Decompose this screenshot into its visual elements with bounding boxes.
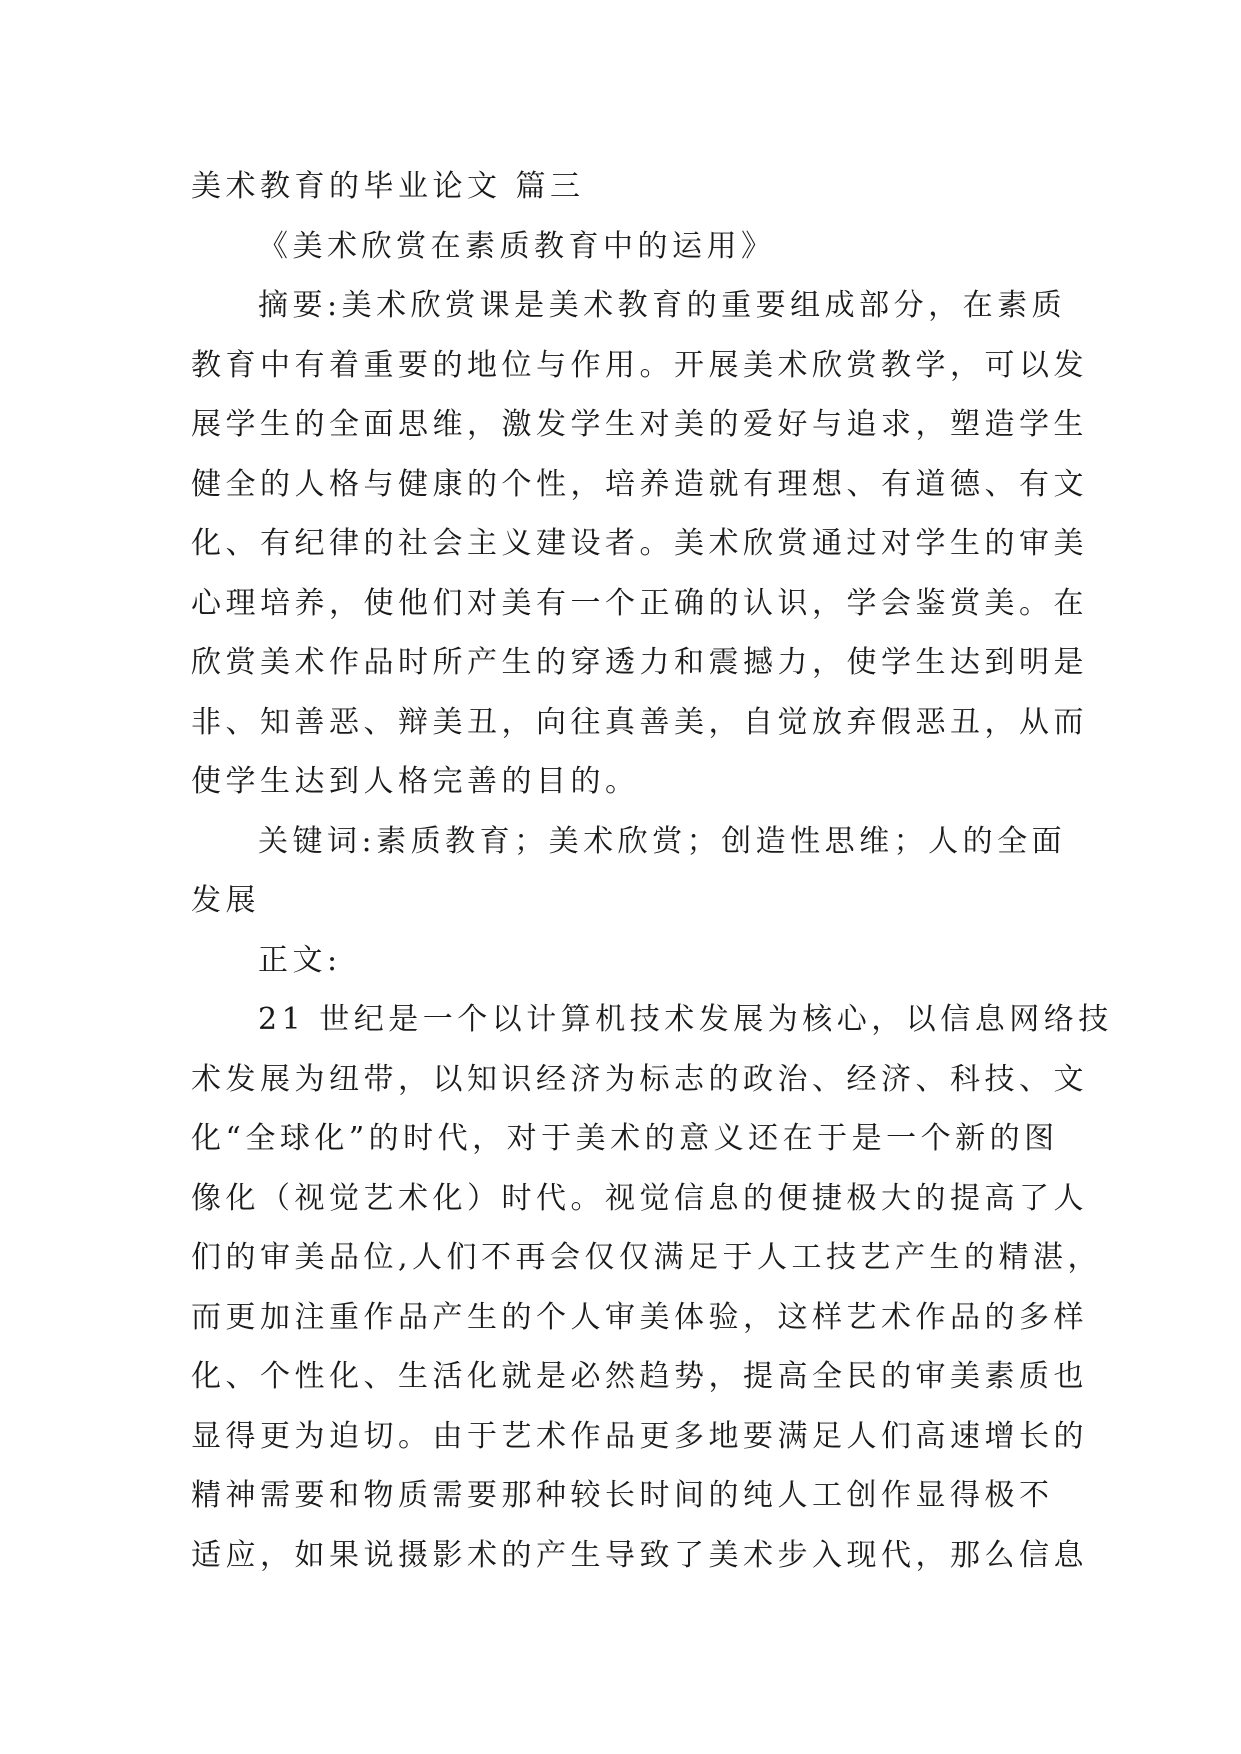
document-body	[191, 157, 1113, 1585]
body-line: 显得更为迫切。由于艺术作品更多地要满足人们高速增长的	[191, 1418, 1088, 1454]
abstract-line: 心理培养，使他们对美有一个正确的认识，学会鉴赏美。在	[191, 585, 1088, 621]
body-line: 们的审美品位,人们不再会仅仅满足于人工技艺产生的精湛，	[191, 1240, 1103, 1275]
keywords-line: 发展	[191, 883, 260, 918]
abstract-line: 摘要:美术欣赏课是美术教育的重要组成部分，在素质	[258, 288, 1067, 323]
body-line: 像化（视觉艺术化）时代。视觉信息的便捷极大的提高了人	[191, 1180, 1088, 1216]
article-title: 《美术欣赏在素质教育中的运用》	[258, 228, 776, 264]
section-heading: 美术教育的毕业论文 篇三	[191, 169, 585, 204]
main-text-label: 正文:	[258, 942, 342, 978]
abstract-line: 健全的人格与健康的个性，培养造就有理想、有道德、有文	[191, 466, 1088, 502]
abstract-line: 欣赏美术作品时所产生的穿透力和震撼力，使学生达到明是	[191, 645, 1088, 680]
body-line: 化、个性化、生活化就是必然趋势，提高全民的审美素质也	[191, 1359, 1088, 1394]
abstract-line: 使学生达到人格完善的目的。	[191, 764, 640, 799]
keywords-line: 关键词:素质教育；美术欣赏；创造性思维；人的全面	[258, 823, 1067, 859]
abstract-line: 展学生的全面思维，激发学生对美的爱好与追求，塑造学生	[191, 407, 1088, 442]
body-line: 21 世纪是一个以计算机技术发展为核心，以信息网络技	[258, 1002, 1113, 1037]
abstract-line: 非、知善恶、辩美丑，向往真善美，自觉放弃假恶丑，从而	[191, 704, 1088, 740]
body-line: 精神需要和物质需要那种较长时间的纯人工创作显得极不	[191, 1478, 1054, 1513]
body-line: 而更加注重作品产生的个人审美体验，这样艺术作品的多样	[191, 1299, 1088, 1335]
body-line: 适应，如果说摄影术的产生导致了美术步入现代，那么信息	[191, 1537, 1088, 1573]
abstract-line: 教育中有着重要的地位与作用。开展美术欣赏教学，可以发	[191, 347, 1088, 383]
body-line: 术发展为纽带，以知识经济为标志的政治、经济、科技、文	[191, 1061, 1088, 1097]
body-line: 化“全球化”的时代，对于美术的意义还在于是一个新的图	[191, 1121, 1059, 1156]
abstract-line: 化、有纪律的社会主义建设者。美术欣赏通过对学生的审美	[191, 526, 1088, 561]
